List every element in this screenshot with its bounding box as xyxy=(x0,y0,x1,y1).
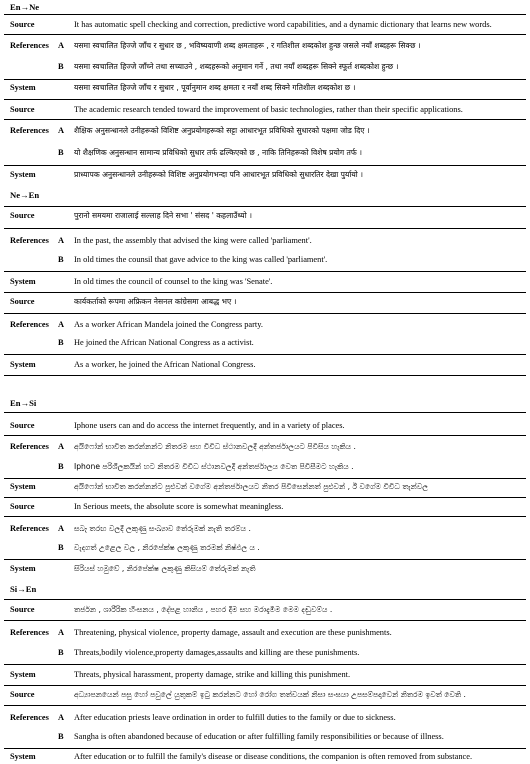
rule xyxy=(4,206,526,207)
references-label: References xyxy=(10,713,49,722)
rule xyxy=(4,292,526,293)
ref-a-label: A xyxy=(58,524,65,533)
system-label: System xyxy=(10,752,36,761)
ref-a-label: A xyxy=(58,236,65,245)
ref-a-label: A xyxy=(58,126,65,135)
references-label: References xyxy=(10,442,49,451)
ref-a-text: शैक्षिक अनुसन्धानले उनीहरूको विशिष्ट अनुप्रयोगहरूको सट्टा आधारभूत प्रविधिको सुधारको पक्षमा जोड दिए । xyxy=(74,126,370,135)
source-text: අධ්‍යාපනයෙන් පසු හෝ පවුලේ යුතුකම් ඉටු කරන්නට හෝ රෝග තත්වයක් නිසා සංඝයා උපසම්පදාවෙන් නිතරම ඉවත් වෙති . xyxy=(74,690,466,699)
rule xyxy=(4,228,526,229)
section-title-ne-en: Ne→En xyxy=(10,190,40,200)
source-text: The academic research tended toward the improvement of basic technologies, rather than their specific applications. xyxy=(74,105,463,114)
rule xyxy=(4,375,526,376)
rule xyxy=(4,497,526,498)
system-text: प्राध्यापक अनुसन्धानले उनीहरूको विशिष्ट अनुप्रयोगभन्दा पनि आधारभूत प्रविधिको सुधारतिर देखा पुर्यायो । xyxy=(74,170,363,179)
system-label: System xyxy=(10,277,36,286)
ref-b-label: B xyxy=(58,543,64,552)
source-text: It has automatic spell checking and correction, predictive word capabilities, and a dynamic dictionary that learns new words. xyxy=(74,20,492,29)
source-text: In Serious meets, the absolute score is somewhat meaningless. xyxy=(74,502,284,511)
rule xyxy=(4,14,526,15)
ref-a-text: As a worker African Mandela joined the Congress party. xyxy=(74,320,264,329)
ref-b-label: B xyxy=(58,338,64,347)
source-label: Source xyxy=(10,421,35,430)
rule xyxy=(4,271,526,272)
ref-a-label: A xyxy=(58,320,65,329)
system-label: System xyxy=(10,360,36,369)
rule xyxy=(4,79,526,80)
ref-b-label: B xyxy=(58,62,64,71)
ref-a-text: After education priests leave ordination in order to fulfill duties to the family or due to sickness. xyxy=(74,713,396,722)
rule xyxy=(4,748,526,749)
ref-b-text: He joined the African National Congress as a activist. xyxy=(74,338,254,347)
ref-b-text: Threats,bodily violence,property damages,assaults and killing are these punishments. xyxy=(74,648,360,657)
ref-b-label: B xyxy=(58,148,64,157)
system-text: As a worker, he joined the African National Congress. xyxy=(74,360,256,369)
rule xyxy=(4,559,526,560)
source-text: पुरानो समयमा राजालाई सल्लाह दिने सभा ' संसद ' कहलाउँथ्यो । xyxy=(74,211,252,220)
references-label: References xyxy=(10,524,49,533)
rule xyxy=(4,620,526,621)
rule xyxy=(4,435,526,436)
ref-a-label: A xyxy=(58,713,65,722)
ref-b-label: B xyxy=(58,255,64,264)
ref-b-label: B xyxy=(58,732,64,741)
source-text: Iphone users can and do access the internet frequently, and in a variety of places. xyxy=(74,421,345,430)
ref-b-text: Iphone පරිශීලකයින් හට නිතරම විවිධ ස්ථානවලදී අන්තර්ජාලය වෙත පිවිසීමට හැකිය . xyxy=(74,462,354,471)
section-title-en-si: En→Si xyxy=(10,398,37,408)
system-text: After education or to fulfill the family's disease or disease conditions, the companion is often removed from substance. xyxy=(74,752,473,761)
system-label: System xyxy=(10,482,36,491)
rule xyxy=(4,313,526,314)
ref-a-label: A xyxy=(58,442,65,451)
rule xyxy=(4,478,526,479)
references-label: References xyxy=(10,41,49,50)
source-label: Source xyxy=(10,297,35,306)
rule xyxy=(4,664,526,665)
source-text: තර්ජන , ශාරීරික හිංසනය , දේපළ හානිය , පහර දීම සහ මරාදැමීම මෙම දඬුවම්ය . xyxy=(74,605,333,614)
system-label: System xyxy=(10,670,36,679)
ref-b-text: Sangha is often abandoned because of education or after fulfilling family responsibilities or because of illness. xyxy=(74,732,444,741)
references-label: References xyxy=(10,126,49,135)
source-label: Source xyxy=(10,105,35,114)
source-label: Source xyxy=(10,502,35,511)
system-text: අයිෆෝන් භාවිත කරන්නන්ට පුළුවන් වගේම අන්තර්ජාලයට නිතර පිවිසෙන්නත් පුළුවන් , ඊ වගේම විවිධ තැන්වල xyxy=(74,482,429,491)
rule xyxy=(4,516,526,517)
ref-b-text: වැදගත් උළෙල වල , නිරපේක්ෂ ලකුණු තරමක් නිෂ්ඵල ය . xyxy=(74,543,260,552)
ref-b-label: B xyxy=(58,462,64,471)
rule xyxy=(4,99,526,100)
references-label: References xyxy=(10,320,49,329)
source-label: Source xyxy=(10,690,35,699)
ref-a-text: අයිෆෝන් භාවිත කරන්නන්ට නිතරම සහ විවිධ ස්ථානවලදී අන්තර්ජාලයට පිවිසිය හැකිය . xyxy=(74,442,356,451)
ref-a-label: A xyxy=(58,628,65,637)
system-text: සිරියස් හමුවේ , නිරපේක්ෂ ලකුණු කිසියම් තේරුමක් නැති xyxy=(74,564,256,573)
source-text: कार्यकर्ताको रूपमा अफ्रिकन नेसनल कांग्रेसमा आबद्ध भए । xyxy=(74,297,237,306)
rule xyxy=(4,685,526,686)
ref-b-text: यसमा स्वचालित हिज्जे जाँच्ने तथा सच्याउने , शब्दहरूको अनुमान गर्ने , तथा नयाँ शब्दहरू सिक्ने स्फूर्त शब्दकोश हुन्छ । xyxy=(74,62,399,71)
system-text: In old times the council of counsel to the king was 'Senate'. xyxy=(74,277,273,286)
rule xyxy=(4,354,526,355)
ref-a-text: In the past, the assembly that advised the king were called 'parliament'. xyxy=(74,236,312,245)
system-label: System xyxy=(10,564,36,573)
system-text: Threats, physical harassment, property damage, strike and killing this punishment. xyxy=(74,670,351,679)
section-title-en-ne: En→Ne xyxy=(10,2,40,12)
references-label: References xyxy=(10,236,49,245)
system-label: System xyxy=(10,83,36,92)
ref-a-text: සබෑ තරඟ වලදී ලකුණු සංඛ්‍යාව තේරුමක් නැති තරම්ය . xyxy=(74,524,251,533)
system-label: System xyxy=(10,170,36,179)
source-label: Source xyxy=(10,605,35,614)
section-title-si-en: Si→En xyxy=(10,584,37,594)
rule xyxy=(4,599,526,600)
rule xyxy=(4,165,526,166)
references-label: References xyxy=(10,628,49,637)
rule xyxy=(4,119,526,120)
source-label: Source xyxy=(10,211,35,220)
ref-b-text: In old times the counsil that gave advice to the king was called 'parliament'. xyxy=(74,255,328,264)
source-label: Source xyxy=(10,20,35,29)
rule xyxy=(4,705,526,706)
rule xyxy=(4,34,526,35)
ref-b-label: B xyxy=(58,648,64,657)
ref-a-text: Threatening, physical violence, property damage, assault and execution are these punishments. xyxy=(74,628,392,637)
ref-a-text: यसमा स्वचालित हिज्जे जाँच र सुधार छ , भविष्यवाणी शब्द क्षमताहरू , र गतिशील शब्दकोश हुन्छ जसले नयाँ शब्दहरू सिक्छ । xyxy=(74,41,421,50)
ref-b-text: यो शैक्षणिक अनुसन्धान सामान्य प्रविधिको सुधार तर्फ ढल्किएको छ , नाकि तिनिहरूको विशेष प्रयोग तर्फ । xyxy=(74,148,363,157)
rule xyxy=(4,412,526,413)
ref-a-label: A xyxy=(58,41,65,50)
system-text: यसमा स्वचालित हिज्जे जाँच र सुधार , पूर्वानुमान शब्द क्षमता र नयाँ शब्द सिक्ने गतिशील शब्दकोश छ । xyxy=(74,83,356,92)
